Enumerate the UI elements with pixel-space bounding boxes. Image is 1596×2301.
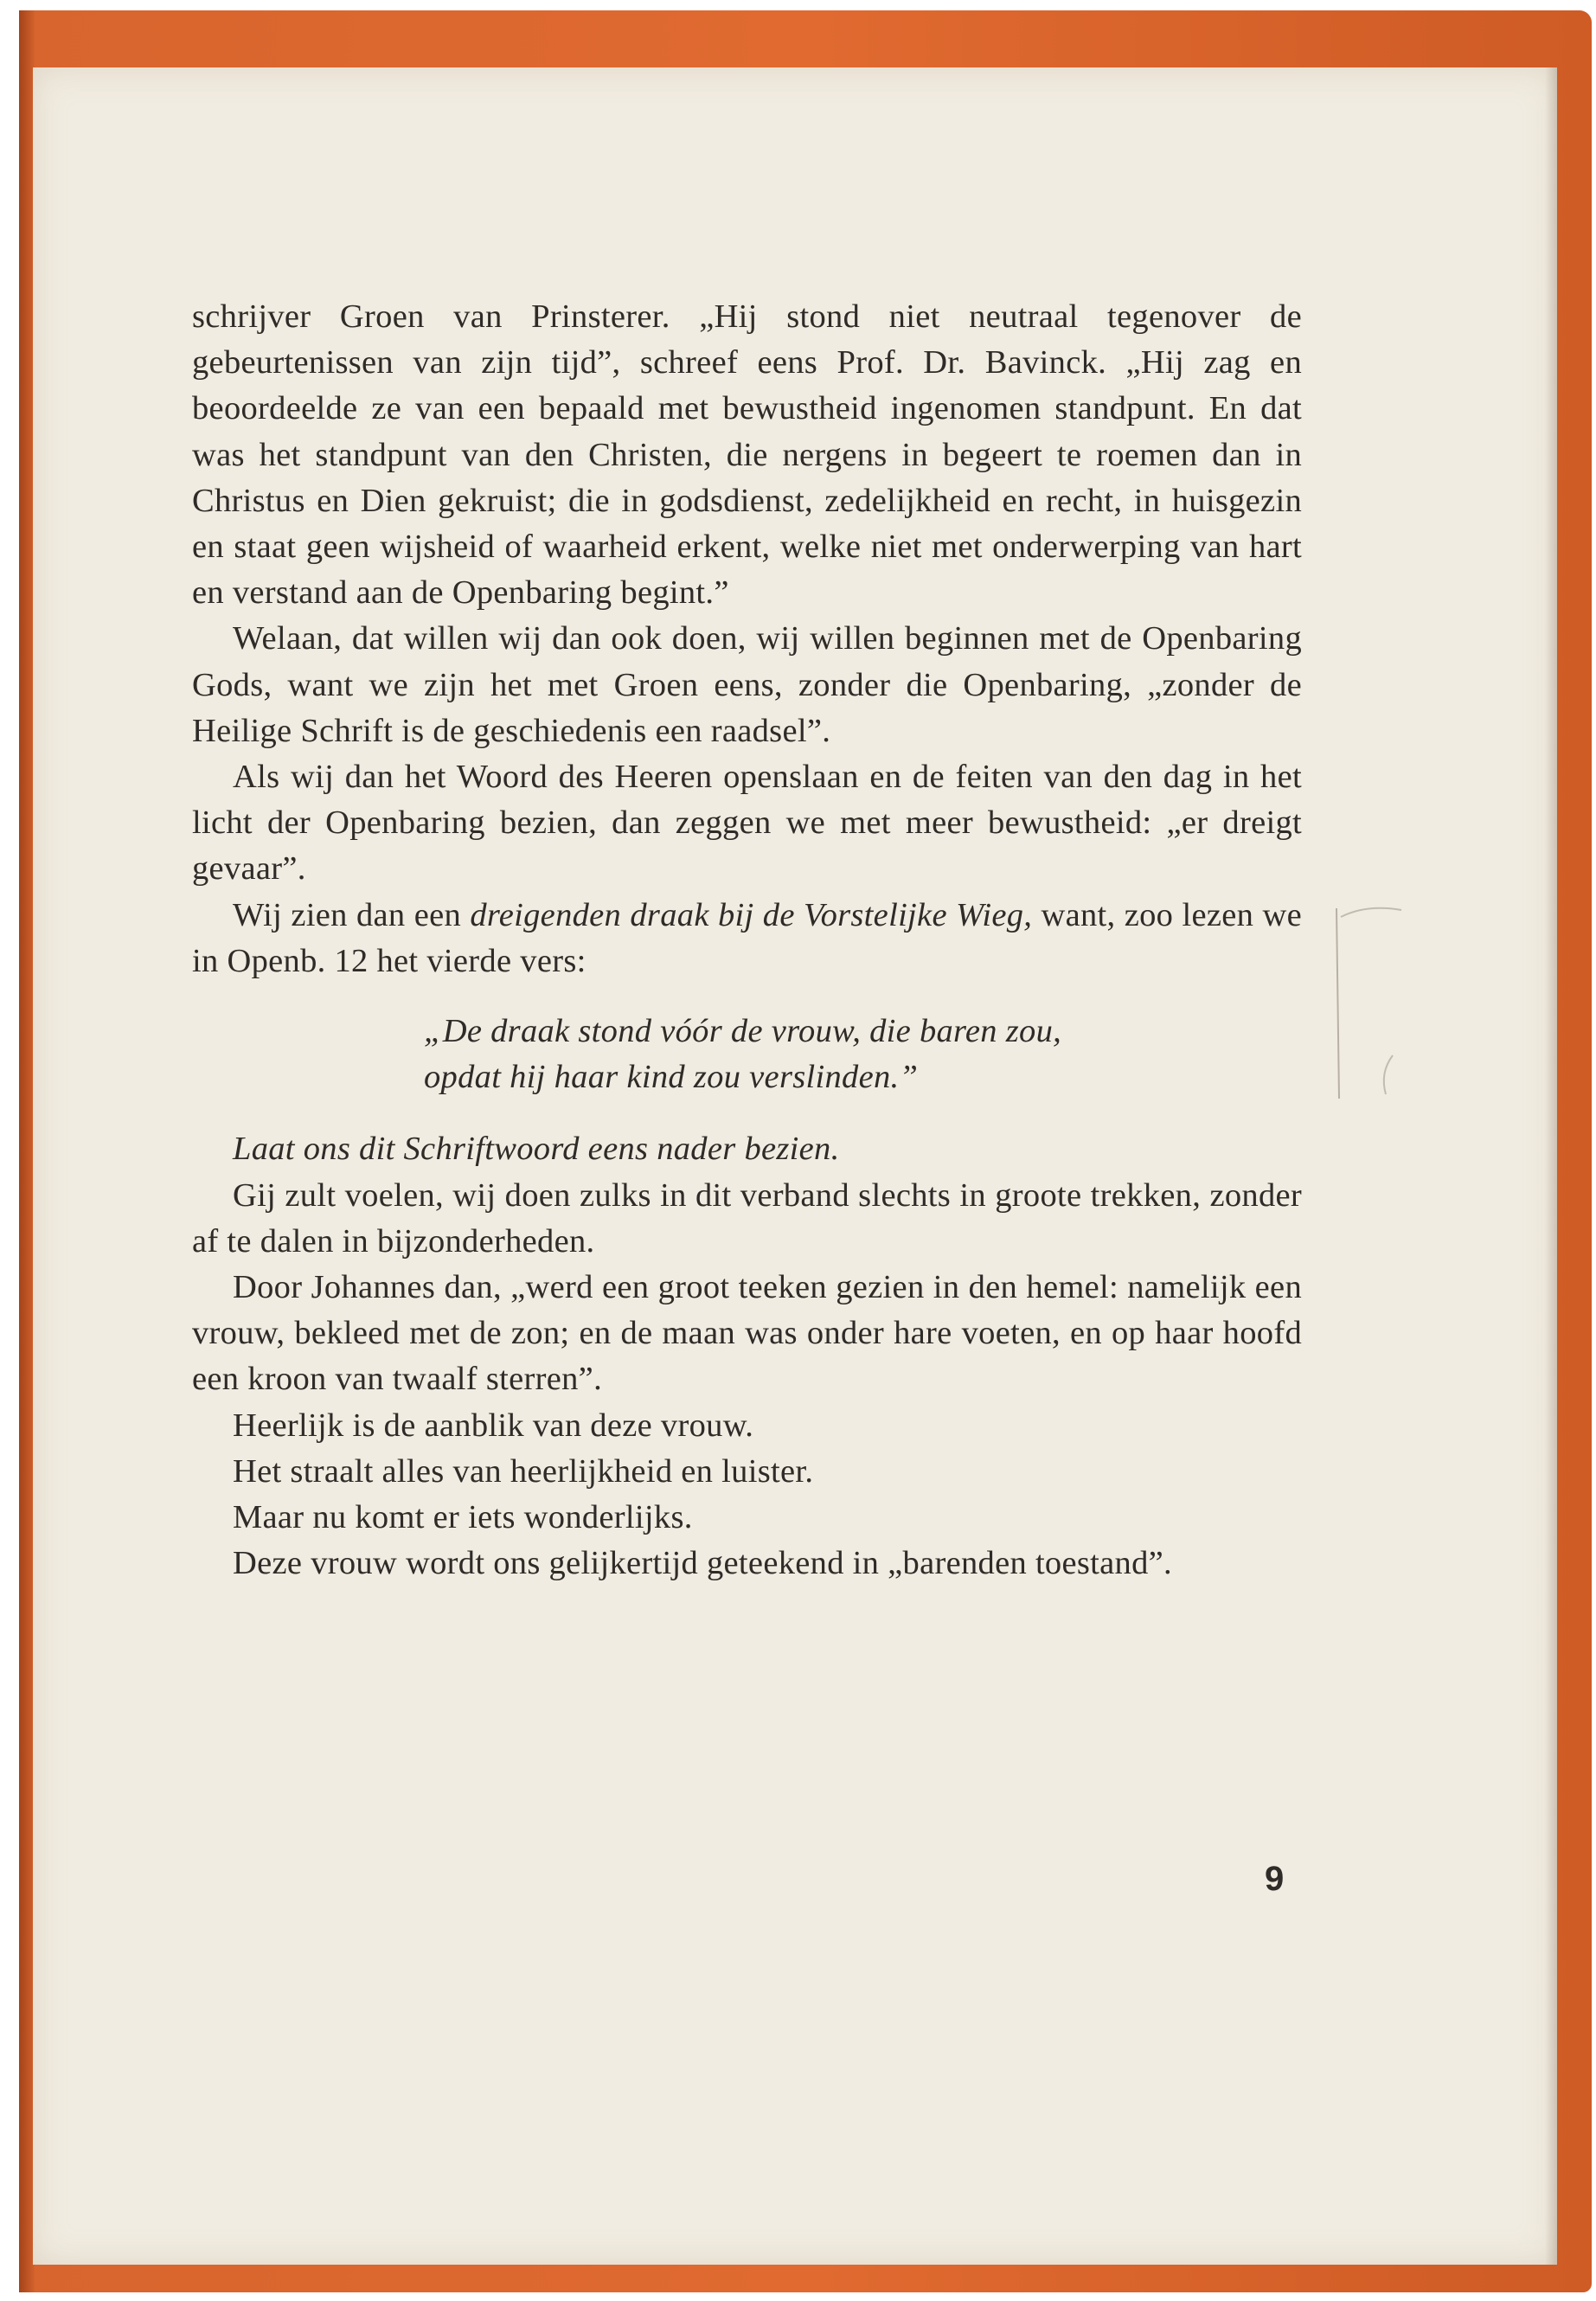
- italic-sentence: Laat ons dit Schriftwoord eens nader bezien.: [233, 1131, 840, 1168]
- body-text: [192, 294, 1302, 1586]
- paragraph-1: schrijver Groen van Prinsterer. „Hij stond niet neutraal tegenover de gebeurtenissen van zijn tijd”, schreef eens Prof. Dr. Bavinck. „Hij zag en beoordeelde ze van een bepaald met bewustheid ingenomen standpunt. En dat was het standpunt van den Christen, die nergens in begeert te roemen dan in Christus en Dien gekruist; die in godsdienst, zedelijkheid en recht, in huisgezin en staat geen wijsheid of waarheid erkent, welke niet met onderwerping van hart en verstand aan de Openbaring begint.”: [192, 298, 1302, 612]
- paragraph-6: Door Johannes dan, „werd een groot teeken gezien in den hemel: namelijk een vrouw, bekleed met de zon; en de maan was onder hare voeten, en op haar hoofd een kroon van twaalf sterren”.: [192, 1269, 1302, 1398]
- pencil-margin-mark: [1332, 900, 1410, 1107]
- paragraph-4: [192, 893, 1302, 984]
- paragraph-5: Gij zult voelen, wij doen zulks in dit verband slechts in groote trekken, zonder af te dalen in bijzonderheden.: [192, 1176, 1302, 1259]
- paragraph-2: Welaan, dat willen wij dan ook doen, wij willen beginnen met de Openbaring Gods, want we zijn het met Groen eens, zonder die Openbaring, „zonder de Heilige Schrift is de geschiedenis een raadsel”.: [192, 620, 1302, 749]
- paragraph-7: Heerlijk is de aanblik van deze vrouw.: [233, 1407, 754, 1444]
- paragraph-3: Als wij dan het Woord des Heeren openslaan en de feiten van den dag in het licht der Openbaring bezien, dan zeggen we met meer bewustheid: „er dreigt gevaar”.: [192, 759, 1302, 888]
- paragraph-4-tail: want, zoo lezen we in Openb. 12 het vierde vers:: [192, 896, 1302, 979]
- bible-quote: [424, 1009, 1302, 1100]
- quote-line-1: „De draak stond vóór de vrouw, die baren zou,: [424, 1013, 1062, 1050]
- page-edge-shadow: [1545, 67, 1557, 2265]
- paragraph-4-italic: dreigenden draak bij de Vorstelijke Wieg,: [470, 896, 1033, 933]
- page-number: 9: [1265, 1860, 1285, 1898]
- paragraph-8: Het straalt alles van heerlijkheid en luister.: [233, 1452, 814, 1490]
- paragraph-4-lead: Wij zien dan een: [233, 896, 471, 933]
- paragraph-9: Maar nu komt er iets wonderlijks.: [233, 1499, 693, 1536]
- quote-line-2: opdat hij haar kind zou verslinden.”: [424, 1059, 919, 1096]
- paragraph-10: Deze vrouw wordt ons gelijkertijd geteekend in „barenden toestand”.: [233, 1545, 1172, 1582]
